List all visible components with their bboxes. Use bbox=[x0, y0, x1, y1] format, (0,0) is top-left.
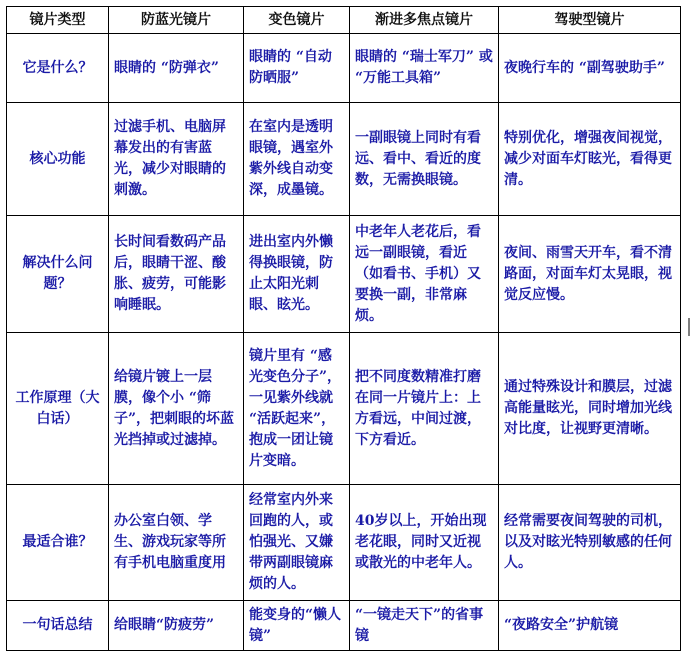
table-row bbox=[7, 216, 681, 333]
row-label: 最适合谁？ bbox=[7, 485, 109, 601]
header-driving-lens: 驾驶型镜片 bbox=[499, 7, 681, 34]
table-cell: 40岁以上，开始出现老花眼，同时又近视或散光的中老年人。 bbox=[350, 485, 499, 601]
table-row bbox=[7, 333, 681, 485]
table-cell: 夜晚行车的 “副驾驶助手” bbox=[499, 34, 681, 103]
header-row bbox=[7, 7, 681, 34]
table-cell: 特别优化，增强夜间视觉，减少对面车灯眩光，看得更清。 bbox=[499, 103, 681, 216]
window-edge-mark bbox=[688, 318, 690, 336]
table-cell: 通过特殊设计和膜层，过滤高能量眩光，同时增加光线对比度，让视野更清晰。 bbox=[499, 333, 681, 485]
table-cell: 经常需要夜间驾驶的司机，以及对眩光特别敏感的任何人。 bbox=[499, 485, 681, 601]
row-label: 工作原理（大白话） bbox=[7, 333, 109, 485]
table-row bbox=[7, 34, 681, 103]
table-row bbox=[7, 103, 681, 216]
table-row bbox=[7, 485, 681, 601]
table-cell: 进出室内外懒得换眼镜，防止太阳光刺眼、眩光。 bbox=[244, 216, 350, 333]
table-cell: 给眼睛“防疲劳” bbox=[109, 601, 244, 651]
table-cell: 眼睛的 “防弹衣” bbox=[109, 34, 244, 103]
table-cell: 给镜片镀上一层膜，像个小 “筛子”，把刺眼的坏蓝光挡掉或过滤掉。 bbox=[109, 333, 244, 485]
table-cell: 眼睛的 “自动防晒服” bbox=[244, 34, 350, 103]
table-cell: 眼睛的 “瑞士军刀” 或 “万能工具箱” bbox=[350, 34, 499, 103]
table-cell: 中老年人老花后，看远一副眼镜，看近（如看书、手机）又要换一副，非常麻烦。 bbox=[350, 216, 499, 333]
table-cell: 把不同度数精准打磨在同一片镜片上：上方看远，中间过渡，下方看近。 bbox=[350, 333, 499, 485]
table-cell: “夜路安全”护航镜 bbox=[499, 601, 681, 651]
row-label: 核心功能 bbox=[7, 103, 109, 216]
row-label: 一句话总结 bbox=[7, 601, 109, 651]
table-cell: 镜片里有 “感光变色分子”，一见紫外线就 “活跃起来”，抱成一团让镜片变暗。 bbox=[244, 333, 350, 485]
row-label: 解决什么问题？ bbox=[7, 216, 109, 333]
lens-comparison-table bbox=[6, 6, 681, 651]
table-cell: 经常室内外来回跑的人，或怕强光、又嫌带两副眼镜麻烦的人。 bbox=[244, 485, 350, 601]
table-cell: 长时间看数码产品后，眼睛干涩、酸胀、疲劳，可能影响睡眠。 bbox=[109, 216, 244, 333]
table-row bbox=[7, 601, 681, 651]
header-photochromic-lens: 变色镜片 bbox=[244, 7, 350, 34]
header-lens-type: 镜片类型 bbox=[7, 7, 109, 34]
table-cell: 过滤手机、电脑屏幕发出的有害蓝光，减少对眼睛的刺激。 bbox=[109, 103, 244, 216]
row-label: 它是什么？ bbox=[7, 34, 109, 103]
table-cell: “一镜走天下”的省事镜 bbox=[350, 601, 499, 651]
table-cell: 一副眼镜上同时有看远、看中、看近的度数，无需换眼镜。 bbox=[350, 103, 499, 216]
table-cell: 在室内是透明眼镜，遇室外紫外线自动变深，成墨镜。 bbox=[244, 103, 350, 216]
header-progressive-lens: 渐进多焦点镜片 bbox=[350, 7, 499, 34]
header-blue-light-lens: 防蓝光镜片 bbox=[109, 7, 244, 34]
table-cell: 夜间、雨雪天开车，看不清路面，对面车灯太晃眼，视觉反应慢。 bbox=[499, 216, 681, 333]
table-cell: 能变身的“懒人镜” bbox=[244, 601, 350, 651]
table-cell: 办公室白领、学生、游戏玩家等所有手机电脑重度用 bbox=[109, 485, 244, 601]
